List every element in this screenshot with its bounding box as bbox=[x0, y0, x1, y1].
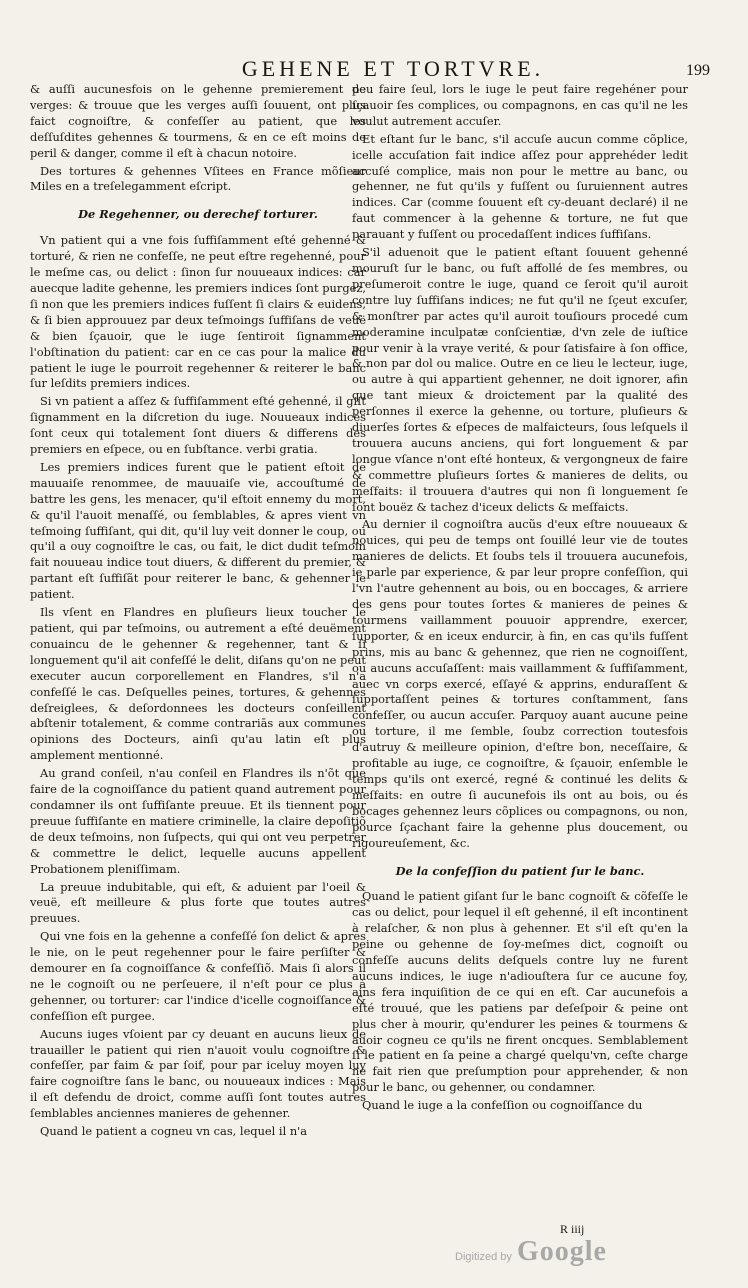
running-head: GEHENE ET TORTVRE. bbox=[241, 56, 545, 81]
paragraph: Au dernier il cognoiſtra aucũs d'eux eſtre nouueaux & nouices, qui peu de temps ont ſouillé leur vie de toutes manieres de delicts. Et ſoubs tels il trouuera aucunefois, ie parle par experience, & par leur propre confeſſion, qui l'vn l'autre gehennent au bois, ou en boccages, & arriere des gens pour toutes ſortes & manieres de peines & tourmens vaillamment pouuoir apprendre, exercer, ſupporter, & en iceux endurcir, à fin, en cas qu'ils fuſſent prins, mis au banc & gehennez, que rien ne cognoiſſent, ou aucuns accuſaſſent: mais vaillamment & ſuffiſamment, auec vn corps exercé, eſſayé & apprins, enduraſſent & ſupportaſſent peines & tortures conſtamment, ſans confeſſer, ou aucun accuſer. Parquoy auant aucune peine ou torture, il me ſemble, ſoubz correction toutesfois d'autruy & meilleure opinion, d'eſtre bon, neceſſaire, & profitable au iuge, ce cognoiſtre, & ſçauoir, enſemble le temps qu'ils ont exercé, regné & continué les delits & meſfaits: en outre ſi aucunefois ils ont au bois, ou és bocages gehennez leurs cõplices ou compagnons, ou non, pource ſçachant faire la gehenne plus doucement, ou rigoureuſement, &c. bbox=[352, 517, 688, 850]
signature-mark: R iiij bbox=[560, 1222, 585, 1236]
paragraph: Des tortures & gehennes Vſitees en France mõſieur Miles en a treſelegamment eſcript. bbox=[30, 163, 366, 194]
section-heading: De Regehenner, ou derechef torturer. bbox=[78, 207, 318, 222]
page-number: 199 bbox=[686, 62, 710, 79]
paragraph: Au grand conſeil, n'au conſeil en Flandres ils n'õt que faire de la cognoiſſance du patient quand autrement pour condamner ils ont ſuffiſante preuue. Et ils tiennent pour preuue ſuffiſante en matiere criminelle, la claire depoſitiõ de deux teſmoins, non ſuſpects, qui qui ont veu perpetrer & commettre le delict, lequelle aucuns appellent Probationem pleniſſimam. bbox=[30, 766, 366, 876]
section-heading: De la confeſſion du patient ſur le banc. bbox=[395, 863, 645, 878]
paragraph: Les premiers indices furent que le patient eſtoit de mauuaiſe renommee, de mauuaiſe vie, accouſtumé de battre les gens, les menacer, qu'il eſtoit ennemy du mort, & qu'il l'auoit menaſſé, ou ſemblables, & apres vient vn teſmoing ſuffiſant, qui dit, qu'il luy veit donner le coup, ou qu'il a ouy cognoiſtre le cas, ou fait, le dict dudit teſmoin fait nouueau indice tout diuers, & different du premier, & partant eſt ſuffiſãt pour reiterer le banc, & gehenner le patient. bbox=[30, 459, 366, 602]
paragraph: Si vn patient a aſſez & ſuffiſamment eſté gehenné, il giſt ſignamment en la diſcretion du iuge. Nouueaux indices ſont ceux qui totalement ſont diuers & differens des premiers en eſpece, ou en ſubſtance. verbi gratia. bbox=[30, 394, 366, 457]
watermark-prefix: Digitized by bbox=[455, 1251, 512, 1263]
paragraph: La preuue indubitable, qui eſt, & aduient par l'oeil & veuë, eſt meilleure & plus forte que toutes autres preuues. bbox=[30, 879, 366, 926]
paragraph: S'il aduenoit que le patient eſtant ſouuent gehenné mouruſt ſur le banc, ou fuſt affollé de ſes membres, ou preſumeroit contre le iuge, quand ce ſeroit qu'il auroit contre luy ſuffiſans indices; ne fut qu'il ne ſçeut excuſer, & monſtrer par actes qu'il auroit touſiours procedé cum moderamine inculpatæ conſcientiæ, d'vn zele de iuſtice pour venir à la vraye verité, & pour ſatisfaire à ſon office, & non par dol ou malice. Outre en ce lieu le lecteur, iuge, ou autre à qui appartient gehenner, ne doit ignorer, afin que tant mieux & droictement par la qualité des perſonnes il exerce la gehenne, ou torture, pluſieurs & diuerſes ſortes & eſpeces de malfaicteurs, ſous leſquels il trouuera aucuns anciens, qui fort longuement & par longue vſance n'ont eſté honteux, & vergongneux de faire & commettre pluſieurs ſortes & manieres de delits, ou meſfaits: il trouuera d'autres qui non ſi longuement ſe ſont bouëz & tachez d'iceux delicts & meſfaicts. bbox=[352, 245, 688, 514]
paragraph: Aucuns iuges vſoient par cy deuant en aucuns lieux de trauailler le patient qui rien n'auoit voulu cognoiſtre & confeſſer, par faim & par ſoif, pour par iceluy moyen luy faire cognoiſtre ſans le banc, ou nouueaux indices : Mais il eſt defendu de droict, comme auſſi ſont toutes autres ſemblables anciennes manieres de gehenner. bbox=[30, 1026, 366, 1121]
paragraph: Vn patient qui a vne fois ſuffiſamment eſté gehenné & torturé, & rien ne confeſſe, ne peut eſtre regehenné, pour le meſme cas, ou delict : ſinon ſur nouueaux indices: car auecque ladite gehenne, les premiers indices ſont purgez, ſi non que les premiers indices fuſſent ſi clairs & euidens, & ſi bien approuuez par deux teſmoings ſuffiſans de veuë & bien ſçauoir, que le iuge ſentiroit ſignamment l'obſtination du patient: car en ce cas pour la malice du patient le iuge le pourroit regehenner & reiterer le banc ſur leſdits premiers indices. bbox=[30, 233, 366, 391]
paragraph: peu faire ſeul, lors le iuge le peut faire regehéner pour ſçauoir ſes complices, ou compagnons, en cas qu'il ne les voulut autrement accuſer. bbox=[352, 82, 688, 128]
paragraph: Quand le patient giſant ſur le banc cognoiſt & cõfeſſe le cas ou delict, pour lequel il eſt gehenné, il eſt incontinent à relaſcher, & non plus à gehenner. Et s'il eſt qu'en la peine ou gehenne de ſoy-meſmes dict, cognoiſt ou confeſſe aucuns delits deſquels contre luy ne furent aucuns indices, le iuge n'adiouſtera ſur ce aucune foy, ains fera inquiſition de ce qui en eſt. Car aucunefois a eſté trouué, que les patiens par deſeſpoir & peine ont plus cher à mourir, qu'endurer les peines & tourmens & auoir cogneu ce qu'ils ne firent oncques. Semblablement ſi le patient en ſa peine a chargé quelqu'vn, ceſte charge ne fait rien que preſumption pour apprehender, & non pour le banc, ou gehenner, ou condamner. bbox=[352, 889, 688, 1095]
left-column bbox=[30, 82, 366, 1142]
paragraph: Quand le patient a cogneu vn cas, lequel il n'a bbox=[40, 1124, 308, 1139]
paragraph: Quand le iuge a la confeſſion ou cognoiſſance du bbox=[362, 1098, 643, 1113]
paragraph: Qui vne fois en la gehenne a confeſſé ſon delict & apres le nie, on le peut regehenner pour le faire perſiſter & demourer en ſa cognoiſſance & confeſſiõ. Mais ſi alors il ne le cognoiſt ou ne perſeuere, il n'eſt pour ce plus à gehenner, ou torturer: car l'indice d'icelle cognoiſſance & confeſſion eſt purgee. bbox=[30, 929, 366, 1023]
paragraph: Ils vſent en Flandres en pluſieurs lieux toucher le patient, qui par teſmoins, ou autrement a eſté deuëment conuaincu de le gehenner & regehenner, tant & ſi longuement qu'il ait confeſſé le delit, diſans qu'on ne peut executer aucun corporellement en Flandres, s'il n'a confeſſé le cas. Deſquelles peines, tortures, & gehennes deſreiglees, & deſordonnees les docteurs conſeillent abſtenir totalement, & comme contrariās aux communes opinions des Docteurs, ainſi qu'au latin eſt plus amplement mentionné. bbox=[30, 605, 366, 763]
right-column bbox=[352, 82, 688, 1116]
digitized-watermark bbox=[455, 1236, 607, 1268]
paragraph: & auſſi aucunesfois on le gehenne premierement de verges: & trouue que les verges auſſi ſouuent, ont plus faict cognoiſtre, & confeſſer au patient, que les deſſuſdites gehennes & tourmens, & en ce eſt moins de peril & danger, comme il eſt à chacun notoire. bbox=[30, 82, 366, 160]
google-logo: Google bbox=[516, 1236, 607, 1267]
paragraph: Et eſtant ſur le banc, s'il accuſe aucun comme cõplice, icelle accuſation fait indice aſſez pour apprehéder ledit accuſé complice, mais non pour le mettre au banc, ou gehenner, ne fut qu'ils y fuſſent ou ſuruiennent autres indices. Car (comme ſouuent eſt cy-deuant declaré) il ne faut commencer à la gehenne & torture, ne fut que parauant y fuſſent ou procedaſſent indices ſuffiſans. bbox=[352, 131, 688, 242]
